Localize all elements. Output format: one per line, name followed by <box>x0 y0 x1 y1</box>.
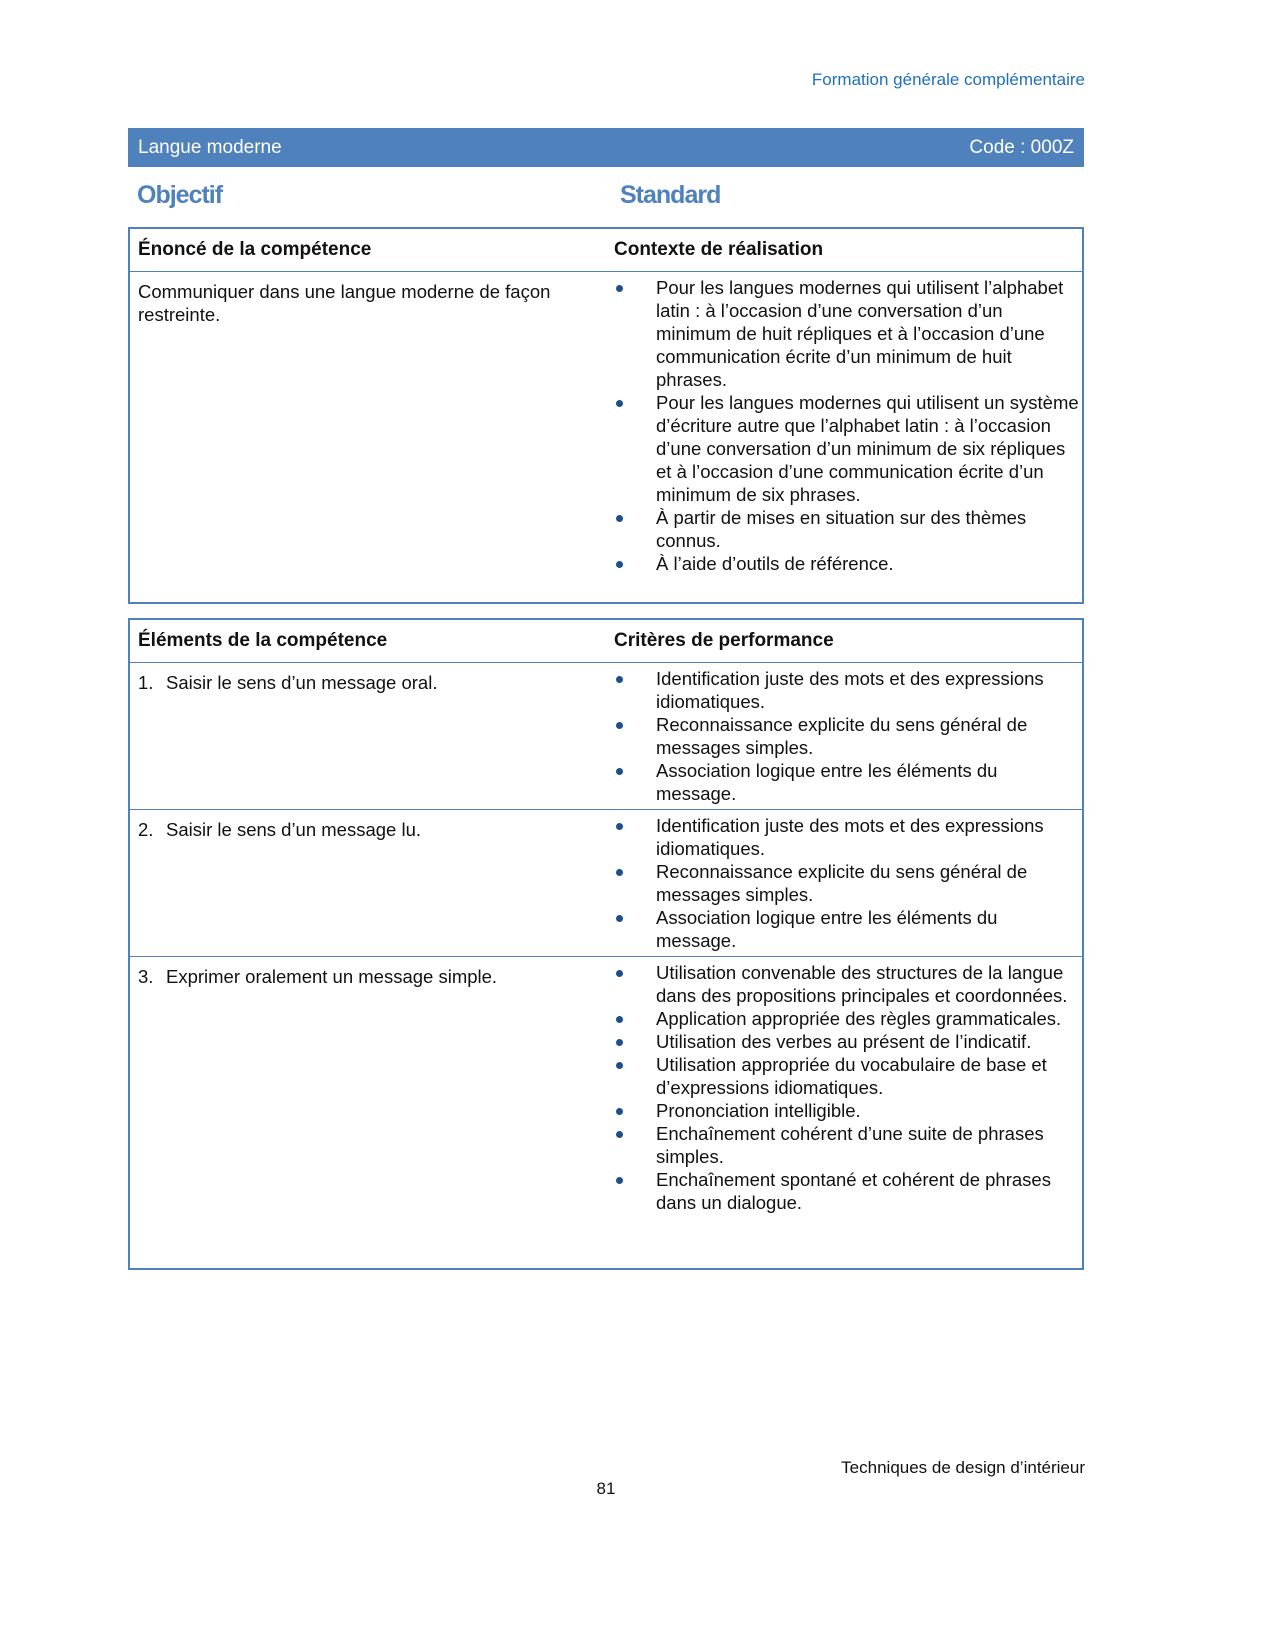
list-item: Pour les langues modernes qui utilisent l’alphabet latin : à l’occasion d’une conversation d’un minimum de huit répliques et à l’occasion d’une communication écrite d’un minimum de huit phrases. <box>612 276 1082 391</box>
element-number: 1. <box>138 672 154 693</box>
criteria-list <box>612 814 1082 952</box>
column-header: Critères de performance <box>614 630 834 651</box>
list-item: Reconnaissance explicite du sens général de messages simples. <box>612 713 1082 759</box>
list-item: Association logique entre les éléments du message. <box>612 906 1082 952</box>
table-header <box>130 620 1082 663</box>
column-header: Énoncé de la compétence <box>138 239 372 260</box>
list-item: Identification juste des mots et des expressions idiomatiques. <box>612 667 1082 713</box>
list-item: Utilisation des verbes au présent de l’indicatif. <box>612 1030 1082 1053</box>
list-item: Association logique entre les éléments du message. <box>612 759 1082 805</box>
section-standard: Standard <box>620 181 721 209</box>
list-item: Enchaînement spontané et cohérent de phrases dans un dialogue. <box>612 1168 1082 1214</box>
list-item: Reconnaissance explicite du sens général de messages simples. <box>612 860 1082 906</box>
competence-statement: Communiquer dans une langue moderne de façon restreinte. <box>138 281 551 325</box>
element-label: Saisir le sens d’un message lu. <box>166 819 422 840</box>
column-header: Éléments de la compétence <box>138 630 388 651</box>
list-item: À l’aide d’outils de référence. <box>612 552 1082 575</box>
element-number: 2. <box>138 819 154 840</box>
table-header <box>130 229 1082 272</box>
column-header: Contexte de réalisation <box>614 239 824 260</box>
course-code: Code : 000Z <box>969 136 1074 158</box>
table-row <box>130 663 1082 810</box>
course-bar <box>128 128 1084 167</box>
list-item: Prononciation intelligible. <box>612 1099 1082 1122</box>
table-row <box>130 810 1082 957</box>
table-row <box>130 957 1082 1268</box>
element-text <box>138 818 588 841</box>
list-item: Application appropriée des règles grammaticales. <box>612 1007 1082 1030</box>
list-item: À partir de mises en situation sur des thèmes connus. <box>612 506 1082 552</box>
footer-program: Techniques de design d’intérieur <box>841 1458 1085 1477</box>
criteria-list <box>612 961 1082 1214</box>
list-item: Utilisation convenable des structures de la langue dans des propositions principales et coordonnées. <box>612 961 1082 1007</box>
list-item: Enchaînement cohérent d’une suite de phrases simples. <box>612 1122 1082 1168</box>
course-title: Langue moderne <box>138 136 282 158</box>
element-label: Exprimer oralement un message simple. <box>166 966 498 987</box>
list-item: Pour les langues modernes qui utilisent un système d’écriture autre que l’alphabet latin : à l’occasion d’une conversation d’un minimum de six répliques et à l’occasion d’une communication écrite d’un minimum de six phrases. <box>612 391 1082 506</box>
element-text <box>138 671 588 694</box>
page-number: 81 <box>596 1479 616 1498</box>
element-label: Saisir le sens d’un message oral. <box>166 672 438 693</box>
context-list <box>612 276 1082 575</box>
list-item: Utilisation appropriée du vocabulaire de base et d’expressions idiomatiques. <box>612 1053 1082 1099</box>
section-objectif: Objectif <box>137 181 223 209</box>
element-number: 3. <box>138 966 154 987</box>
criteria-list <box>612 667 1082 805</box>
running-header: Formation générale complémentaire <box>811 70 1085 89</box>
elements-table <box>128 618 1084 1270</box>
table-row <box>130 272 1082 602</box>
competence-table <box>128 227 1084 604</box>
element-text <box>138 965 588 988</box>
list-item: Identification juste des mots et des expressions idiomatiques. <box>612 814 1082 860</box>
